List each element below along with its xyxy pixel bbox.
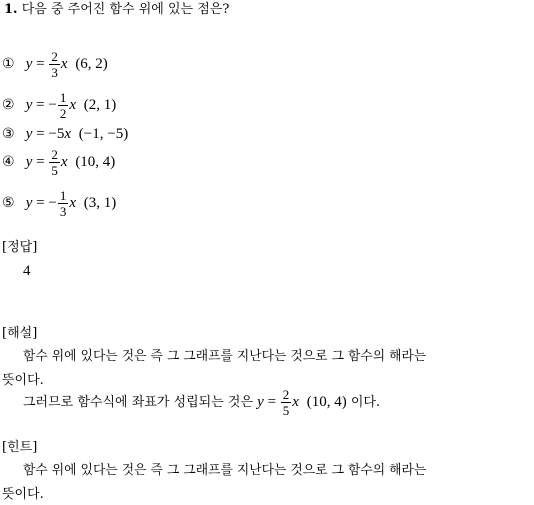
- explanation-text: 그러므로 함수식에 좌표가 성립되는 것은: [23, 394, 254, 410]
- choice-5: ⑤ y = − $\frac{1}{3}$ x (3, 1): [2, 188, 117, 219]
- explanation-line-2: 뜻이다.: [2, 373, 44, 388]
- choice-coefficient: −5: [48, 126, 65, 142]
- choice-point: (6, 2): [75, 55, 108, 72]
- choice-lhs: y: [25, 96, 33, 113]
- choice-fraction: $\frac{2}{5}$: [51, 147, 58, 178]
- choice-marker: ③: [2, 126, 15, 142]
- choice-sign: −: [48, 96, 57, 113]
- choice-3: ③ y = −5x (−1, −5): [2, 126, 129, 142]
- choice-var: x: [69, 96, 77, 113]
- hint-line-2: 뜻이다.: [2, 487, 44, 502]
- answer-value: 4: [23, 263, 31, 279]
- choice-var: x: [69, 194, 77, 211]
- explanation-point: (10, 4): [306, 393, 347, 410]
- explanation-text-end: 이다.: [350, 394, 381, 410]
- choice-lhs: y: [25, 194, 33, 211]
- explanation-line-1: 함수 위에 있다는 것은 즉 그 그래프를 지난다는 것으로 그 함수의 해라는: [23, 349, 427, 364]
- explanation-fraction: $\frac{2}{5}$: [282, 387, 290, 418]
- question-number: 1.: [4, 2, 18, 17]
- choice-2: ② y = − $\frac{1}{2}$ x (2, 1): [2, 90, 117, 121]
- choice-marker: ④: [2, 153, 15, 170]
- answer-label: [정답]: [2, 240, 38, 255]
- choice-4: ④ y = $\frac{2}{5}$ x (10, 4): [2, 147, 116, 178]
- explanation-var: x: [292, 393, 299, 410]
- choice-point: (3, 1): [83, 194, 117, 211]
- choice-var: x: [64, 126, 72, 142]
- choice-marker: ②: [2, 96, 15, 113]
- choice-lhs: y: [25, 55, 33, 72]
- question-text: 다음 중 주어진 함수 위에 있는 점은?: [21, 2, 230, 17]
- hint-line-1: 함수 위에 있다는 것은 즉 그 그래프를 지난다는 것으로 그 함수의 해라는: [23, 463, 427, 478]
- choice-marker: ⑤: [2, 194, 15, 211]
- choice-var: x: [60, 153, 68, 170]
- choice-point: (10, 4): [75, 153, 116, 170]
- choice-sign: −: [48, 194, 57, 211]
- choice-marker: ①: [2, 55, 15, 72]
- explanation-label: [해설]: [2, 326, 38, 341]
- hint-label: [힌트]: [2, 440, 38, 455]
- choice-fraction: $\frac{1}{3}$: [59, 188, 67, 219]
- choice-var: x: [60, 55, 68, 72]
- question-line: [4, 0, 229, 20]
- choice-1: ① y = $\frac{2}{3}$ x (6, 2): [2, 49, 108, 80]
- choice-fraction: $\frac{2}{3}$: [51, 49, 58, 80]
- choice-point: (−1, −5): [78, 126, 129, 142]
- choice-fraction: $\frac{1}{2}$: [59, 90, 67, 121]
- explanation-lhs: y: [257, 393, 264, 410]
- choice-lhs: y: [25, 126, 33, 142]
- explanation-line-3: 그러므로 함수식에 좌표가 성립되는 것은 y = $\frac{2}{5}$ x (10, 4) 이다.: [23, 387, 381, 418]
- choice-point: (2, 1): [83, 96, 117, 113]
- choice-lhs: y: [25, 153, 33, 170]
